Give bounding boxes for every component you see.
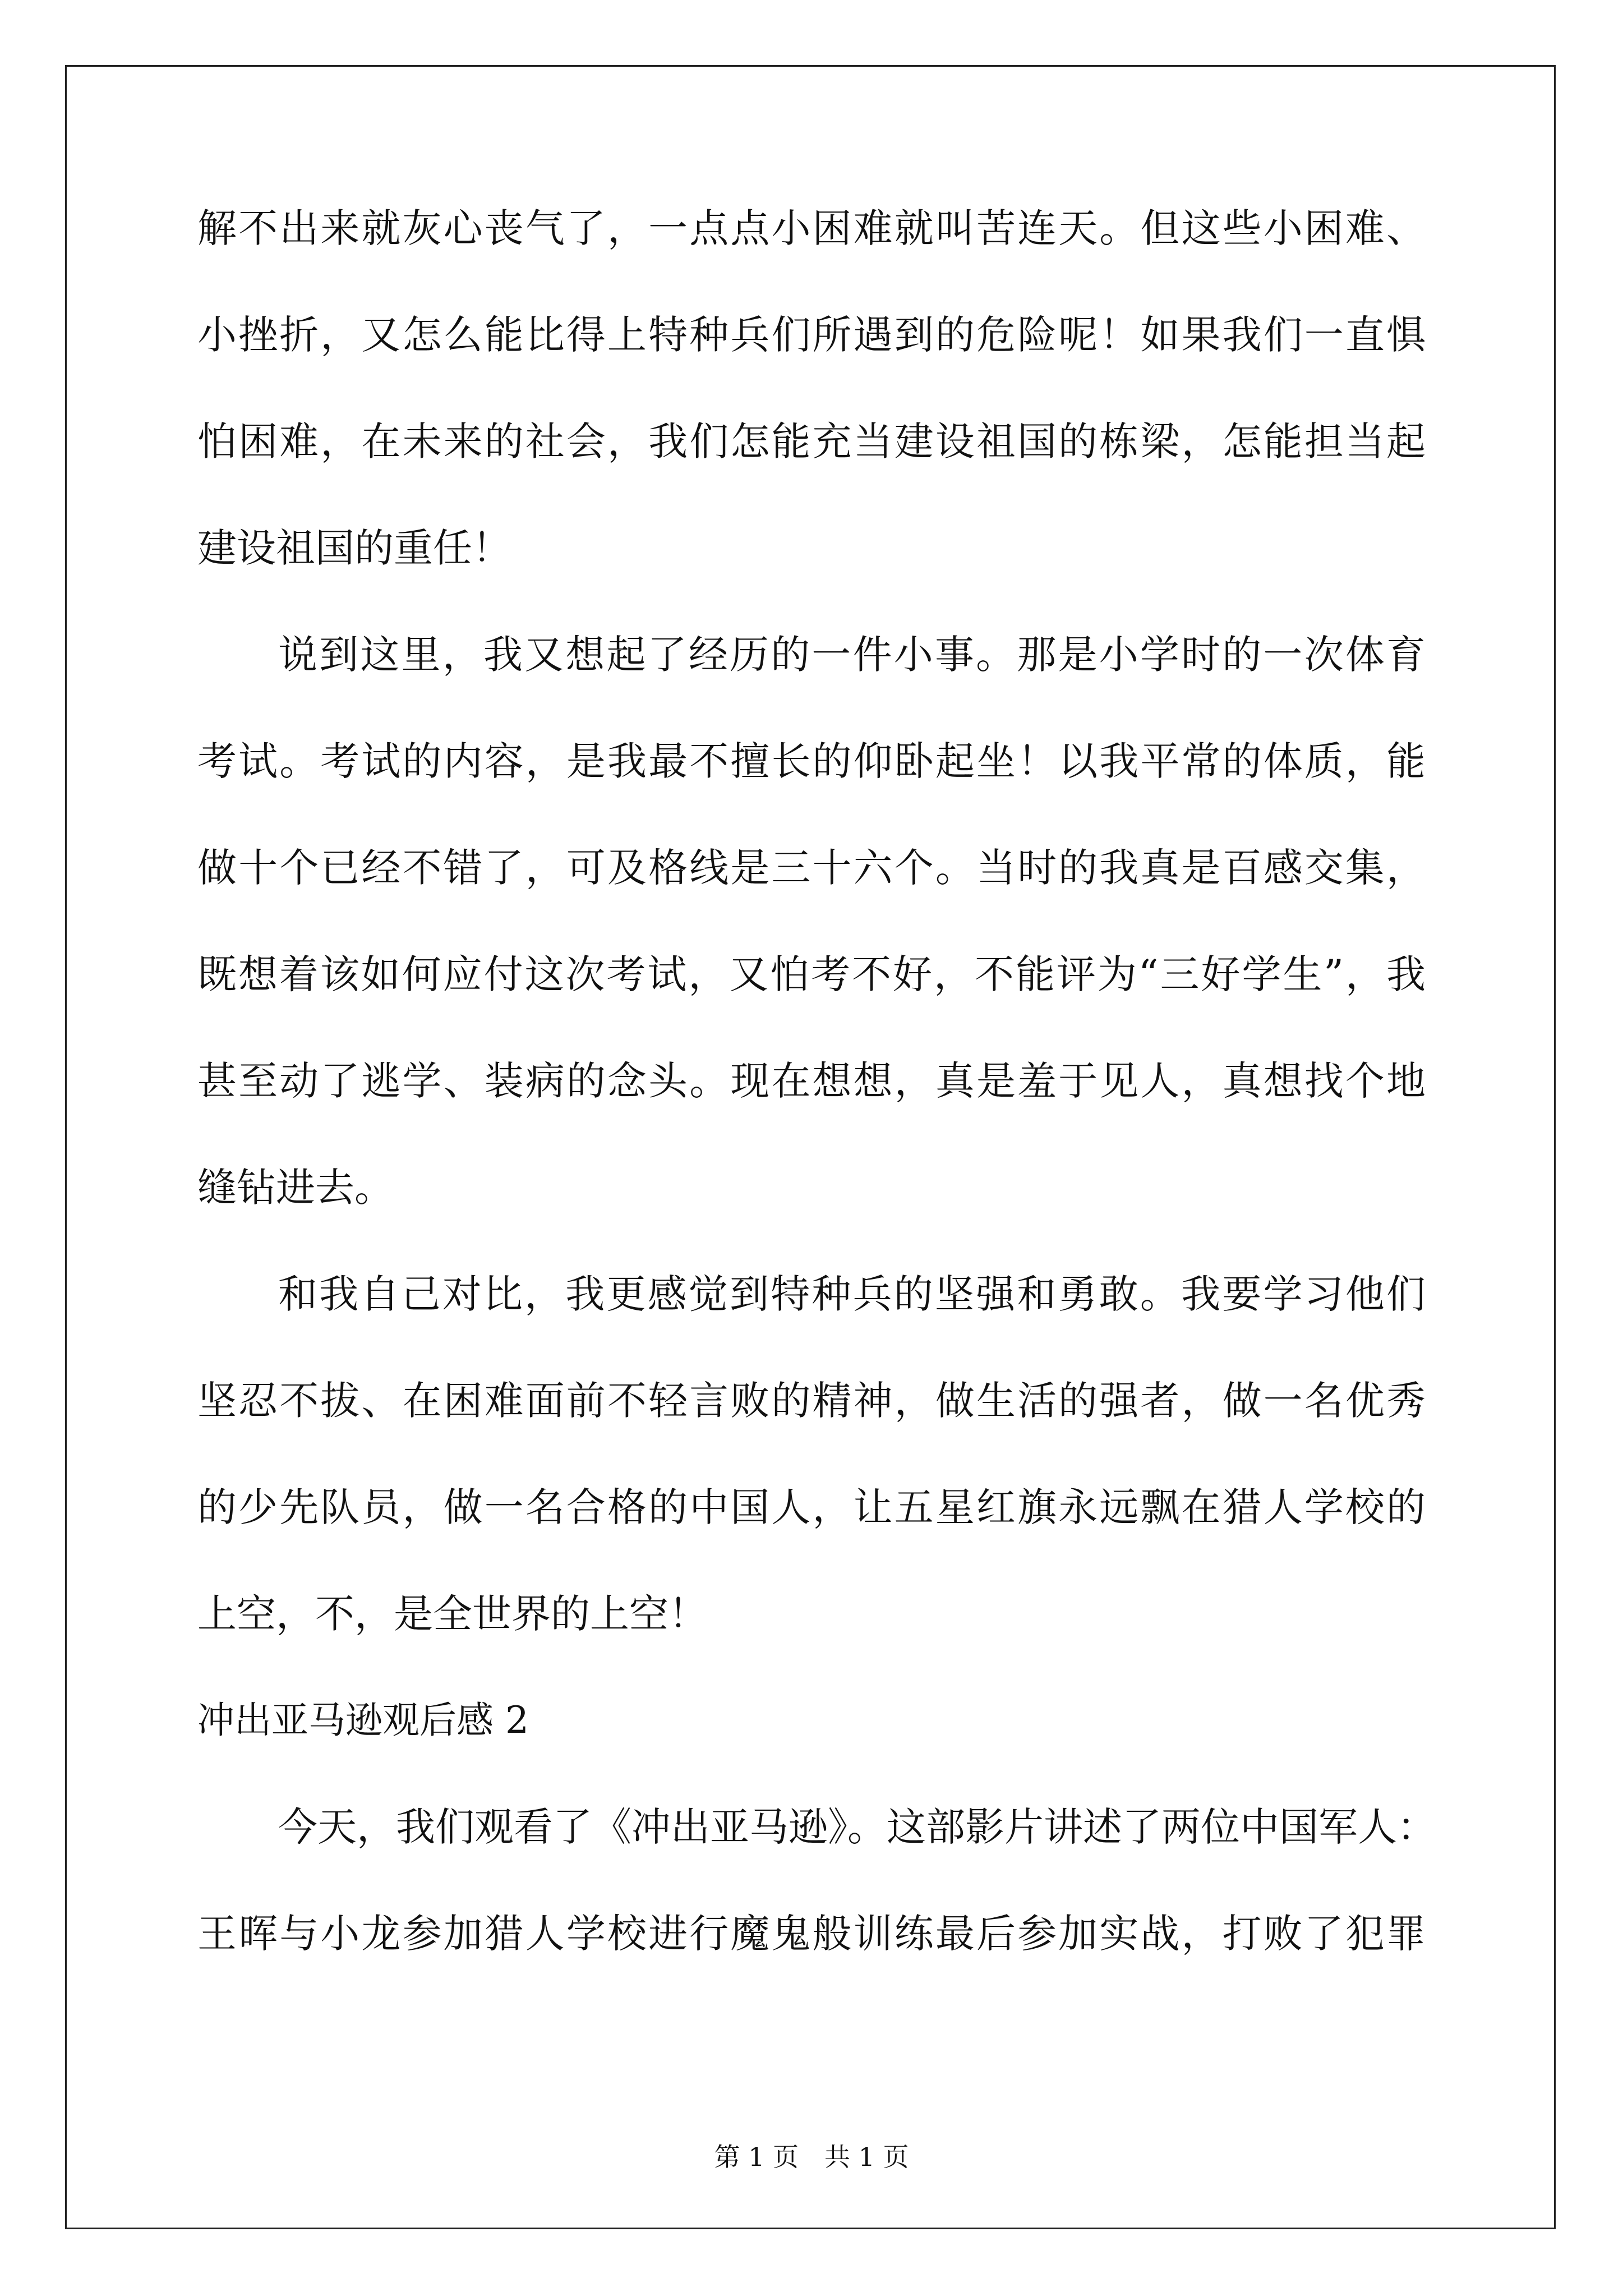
text-line-10: 缝钻进去。 [197,1165,394,1211]
text-line-12: 坚忍不拔、在困难面前不轻言败的精神，做生活的强者，做一名优秀 [197,1378,1426,1424]
text-line-14: 上空，不，是全世界的上空！ [197,1591,708,1637]
text-line-16: 今天，我们观看了《冲出亚马逊》。这部影片讲述了两位中国军人： [278,1804,1436,1850]
text-line-4: 建设祖国的重任！ [197,525,511,571]
text-line-8: 既想着该如何应付这次考试，又怕考不好，不能评为“三好学生”，我 [197,951,1426,997]
text-line-9: 甚至动了逃学、装病的念头。现在想想，真是羞于见人，真想找个地 [197,1058,1426,1104]
text-line-5: 说到这里，我又想起了经历的一件小事。那是小学时的一次体育 [278,632,1426,678]
text-line-13: 的少先队员，做一名合格的中国人，让五星红旗永远飘在猎人学校的 [197,1484,1426,1530]
text-line-11: 和我自己对比，我更感觉到特种兵的坚强和勇敢。我要学习他们 [278,1271,1426,1317]
text-line-6: 考试。考试的内容，是我最不擅长的仰卧起坐！以我平常的体质，能 [197,738,1426,784]
text-line-3: 怕困难，在未来的社会，我们怎能充当建设祖国的栋梁，怎能担当起 [197,418,1426,464]
text-line-2: 小挫折，又怎么能比得上特种兵们所遇到的危险呢！如果我们一直惧 [197,312,1426,358]
section-heading: 冲出亚马逊观后感 2 [197,1699,529,1742]
page-footer: 第 1 页 共 1 页 [714,2142,909,2172]
text-line-7: 做十个已经不错了，可及格线是三十六个。当时的我真是百感交集， [197,845,1426,891]
document-body [197,205,1436,2021]
text-line-1: 解不出来就灰心丧气了，一点点小困难就叫苦连天。但这些小困难、 [197,205,1426,251]
text-line-17: 王晖与小龙参加猎人学校进行魔鬼般训练最后参加实战，打败了犯罪 [197,1911,1426,1957]
